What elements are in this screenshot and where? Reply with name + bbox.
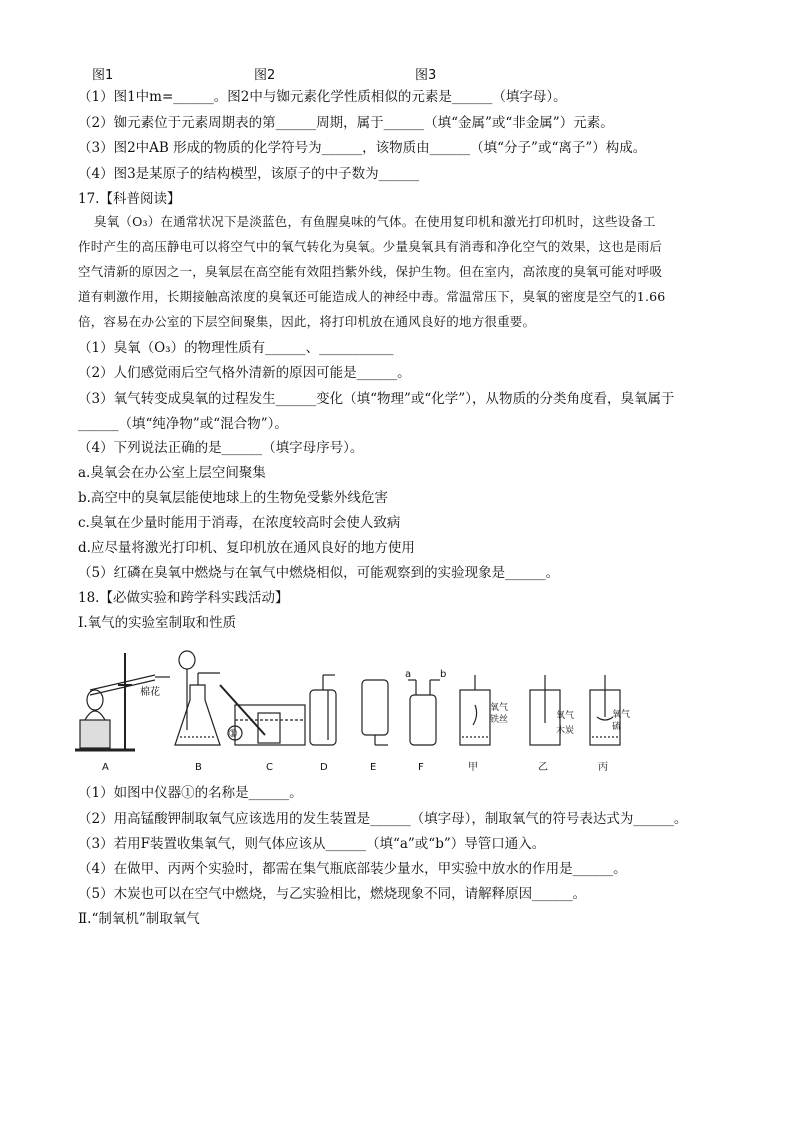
q17-item-2: （2）人们感觉雨后空气格外清新的原因可能是______。 bbox=[78, 365, 411, 381]
q17-item-5: （5）红磷在臭氧中燃烧与在氧气中燃烧相似，可能观察到的实验现象是______。 bbox=[78, 565, 560, 581]
q18-item-2: （2）用高锰酸钾制取氧气应该选用的发生装置是______（填字母），制取氧气的符号表达式为______。 bbox=[78, 811, 688, 827]
label-yi-charcoal: 木炭 bbox=[556, 726, 575, 736]
apparatus-label-B: B bbox=[195, 762, 202, 773]
apparatus-B bbox=[175, 651, 220, 745]
label-yi-gas: 氧气 bbox=[556, 711, 575, 721]
q18-part1-title: Ⅰ.氧气的实验室制取和性质 bbox=[78, 615, 237, 631]
q17-option-a: a.臭氧会在办公室上层空间聚集 bbox=[78, 465, 266, 481]
apparatus-D bbox=[310, 675, 336, 745]
q16-item-1: （1）图1中m=______。图2中与铷元素化学性质相似的元素是______（填字母）。 bbox=[78, 89, 567, 105]
q16-item-2: （2）铷元素位于元素周期表的第______周期，属于______（填“金属”或“非金属”）元素。 bbox=[78, 115, 614, 131]
apparatus-label-F: F bbox=[418, 762, 424, 773]
q18-heading: 18.【必做实验和跨学科实践活动】 bbox=[78, 590, 289, 606]
q18-item-3: （3）若用F装置收集氧气，则气体应该从______（填“a”或“b”）导管口通入。 bbox=[78, 836, 546, 852]
q17-item-3-cont: ______（填“纯净物”或“混合物”）。 bbox=[78, 416, 288, 432]
passage-line: 倍，容易在办公室的下层空间聚集，因此，将打印机放在通风良好的地方很重要。 bbox=[78, 314, 536, 329]
q16-item-4: （4）图3是某原子的结构模型，该原子的中子数为______ bbox=[78, 166, 420, 182]
label-cotton: 棉花 bbox=[140, 687, 160, 698]
q17-option-c: c.臭氧在少量时能用于消毒，在浓度较高时会使人致病 bbox=[78, 515, 401, 531]
q18-item-4: （4）在做甲、丙两个实验时，都需在集气瓶底部装少量水，甲实验中放水的作用是______。 bbox=[78, 861, 627, 877]
q17-item-3: （3）氧气转变成臭氧的过程发生______变化（填“物理”或“化学”），从物质的分类角度看，臭氧属于 bbox=[78, 391, 675, 407]
apparatus-label-yi: 乙 bbox=[538, 762, 548, 773]
label-jia-gas: 氧气 bbox=[490, 703, 509, 713]
q18-item-5: （5）木炭也可以在空气中燃烧，与乙实验相比，燃烧现象不同，请解释原因______。 bbox=[78, 886, 587, 902]
q18-item-1: （1）如图中仪器①的名称是______。 bbox=[78, 785, 303, 801]
q17-heading: 17.【科普阅读】 bbox=[78, 191, 181, 207]
label-bing-sulfur: 硫 bbox=[612, 722, 622, 732]
q17-option-b: b.高空中的臭氧层能使地球上的生物免受紫外线危害 bbox=[78, 490, 388, 506]
passage-line: 臭氧（O₃）在通常状况下是淡蓝色，有鱼腥臭味的气体。在使用复印机和激光打印机时，这些设备工 bbox=[94, 214, 656, 229]
apparatus-label-D: D bbox=[320, 762, 328, 773]
apparatus-A bbox=[75, 653, 170, 750]
lab-apparatus-figure bbox=[70, 645, 630, 775]
figure-label-1: 图1 bbox=[92, 68, 114, 83]
label-circle-1: ① bbox=[228, 727, 238, 740]
apparatus-label-bing: 丙 bbox=[598, 762, 608, 773]
label-jia-wire: 铁丝 bbox=[490, 715, 509, 725]
label-bing-gas: 氧气 bbox=[612, 710, 630, 720]
apparatus-label-jia: 甲 bbox=[468, 762, 478, 773]
passage-line: 道有刺激作用，长期接触高浓度的臭氧还可能造成人的神经中毒。常温常压下，臭氧的密度是空气的1.66 bbox=[78, 289, 666, 304]
q17-option-d: d.应尽量将激光打印机、复印机放在通风良好的地方使用 bbox=[78, 540, 415, 556]
label-port-b: b bbox=[440, 669, 447, 680]
apparatus-jia bbox=[460, 675, 490, 745]
apparatus-label-C: C bbox=[266, 762, 273, 773]
label-port-a: a bbox=[405, 669, 412, 680]
passage-line: 作时产生的高压静电可以将空气中的氧气转化为臭氧。少量臭氧具有消毒和净化空气的效果，这也是雨后 bbox=[78, 239, 663, 254]
q16-item-3: （3）图2中AB 形成的物质的化学符号为______，该物质由______（填“分子”或“离子”）构成。 bbox=[78, 140, 647, 156]
passage-line: 空气清新的原因之一，臭氧层在高空能有效阻挡紫外线，保护生物。但在室内，高浓度的臭氧可能对呼吸 bbox=[78, 264, 663, 279]
q18-part2-title: Ⅱ.“制氧机”制取氧气 bbox=[78, 911, 200, 927]
q17-item-1: （1）臭氧（O₃）的物理性质有______、___________ bbox=[78, 340, 394, 356]
apparatus-F bbox=[408, 680, 440, 745]
apparatus-label-E: E bbox=[370, 762, 377, 773]
apparatus-E bbox=[362, 680, 388, 745]
q17-passage bbox=[78, 209, 718, 334]
q17-item-4: （4）下列说法正确的是______（填字母序号）。 bbox=[78, 440, 364, 456]
apparatus-label-A: A bbox=[102, 762, 109, 773]
figure-label-2: 图2 bbox=[254, 68, 276, 83]
figure-label-3: 图3 bbox=[415, 68, 437, 83]
